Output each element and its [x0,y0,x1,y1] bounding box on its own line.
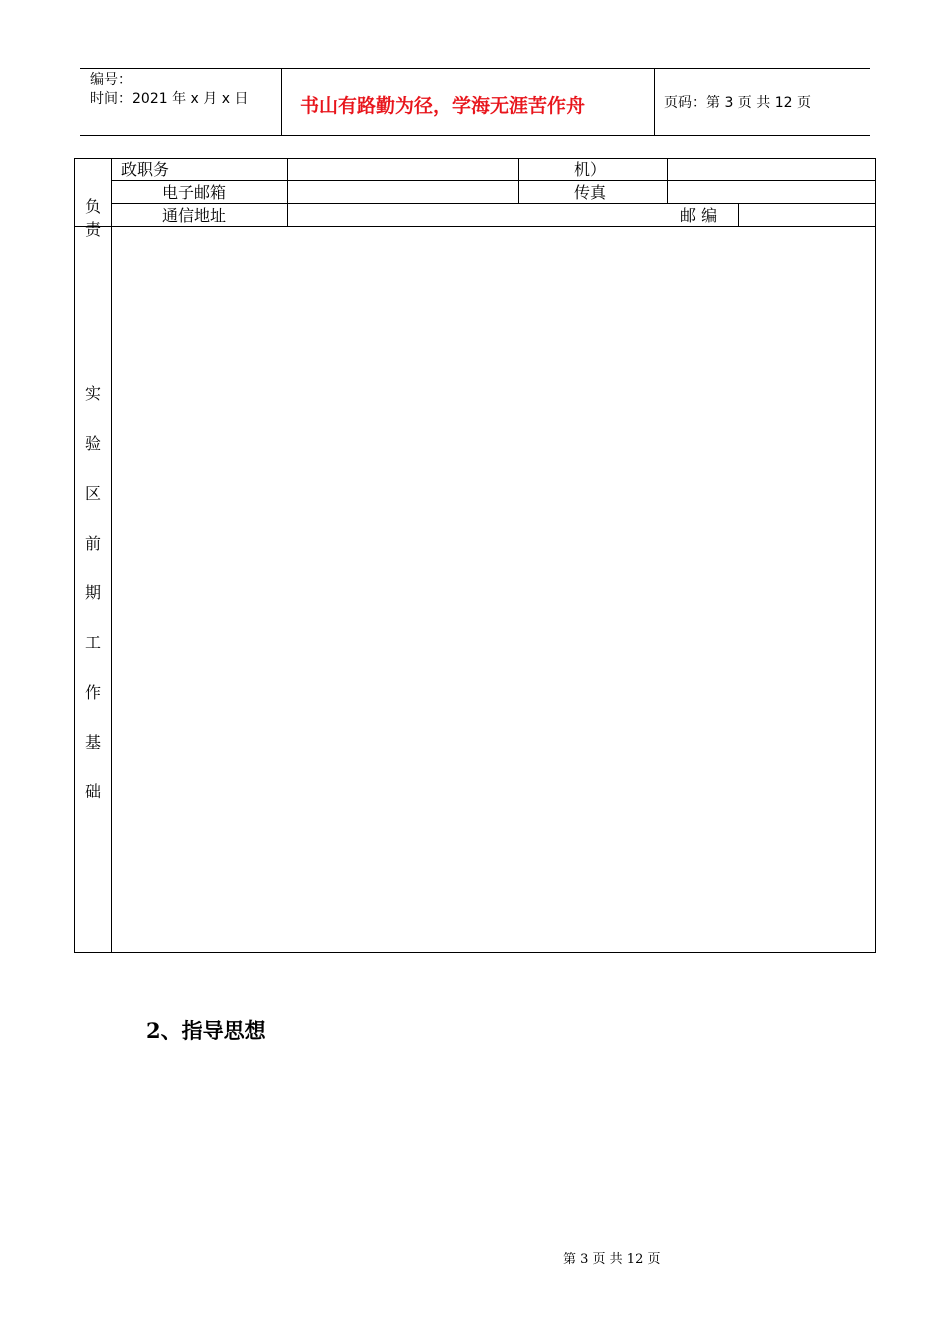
col-rule-c [667,158,668,204]
header-bottom-rule [80,135,870,136]
phone-label: 机） [574,160,607,179]
email-label: 电子邮箱 [162,183,227,202]
side-label-char-2: 验 [84,434,101,453]
side-label-char-4: 前 [84,534,101,553]
header-motto: 书山有路勤为径，学海无涯苦作舟 [300,95,586,117]
page-footer: 第 3 页 共 12 页 [563,1252,661,1267]
row-rule-2 [111,203,876,204]
fax-label: 传真 [574,183,607,202]
document-date-label: 时间：2021 年 x 月 x 日 [90,91,249,107]
side-label-char-3: 区 [84,484,101,503]
postcode-label: 邮 编 [680,206,718,225]
position-label: 政职务 [121,160,170,179]
header-top-rule [80,68,870,69]
section-heading: 2、指导思想 [146,1018,266,1043]
side-label-char-7: 作 [84,683,101,702]
row-rule-3 [74,226,876,227]
col-rule-b [518,158,519,204]
table-border-bottom [74,952,876,953]
header-divider-right [654,68,655,136]
header-page-number: 页码：第 3 页 共 12 页 [664,95,811,111]
table-border-left [74,158,75,953]
table-border-right [875,158,876,953]
table-border-top [74,158,876,159]
header-divider-left [281,68,282,136]
side-column-divider [111,158,112,953]
row-rule-1 [111,180,876,181]
side-label-responsible-1: 负 [84,197,101,216]
document-number-label: 编号： [90,72,132,88]
side-label-char-1: 实 [84,384,101,403]
side-label-char-6: 工 [84,633,101,652]
side-label-char-5: 期 [84,583,101,602]
side-label-char-9: 础 [84,782,101,801]
side-label-responsible-2: 责 [84,220,101,239]
col-rule-d [738,203,739,227]
side-label-char-8: 基 [84,733,101,752]
col-rule-a [287,158,288,227]
address-label: 通信地址 [162,206,227,225]
